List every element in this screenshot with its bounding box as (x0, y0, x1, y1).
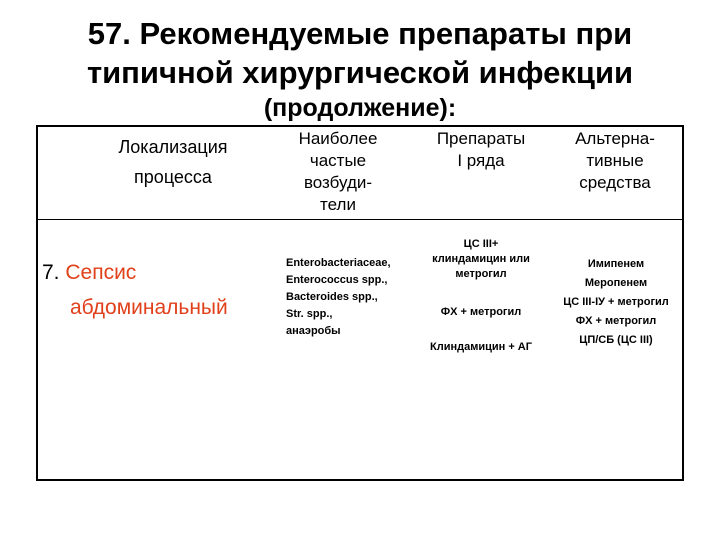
header-first-line-line: Препараты (436, 129, 526, 148)
header-first-line-line: I ряда (457, 151, 505, 170)
header-localization-line: процесса (134, 167, 212, 187)
pathogen-item: Str. spp., (286, 308, 333, 320)
header-alternative-line: тивные (586, 151, 644, 170)
header-localization-line: Локализация (118, 137, 228, 157)
first-line-text: клиндамицин или (432, 253, 530, 265)
row-localization-term: Сепсис (65, 261, 137, 284)
alternative-item: Меропенем (584, 277, 648, 289)
header-pathogens-line: Наиболее (298, 129, 378, 148)
drug-table (36, 125, 684, 481)
header-pathogens (278, 128, 398, 216)
pathogen-item: Enterobacteriaceae, (286, 257, 391, 269)
row-localization (42, 255, 282, 325)
alternative-item: Имипенем (587, 258, 645, 270)
row-alternative (550, 255, 682, 350)
row-first-line-option-2: ФХ + метрогил (440, 306, 522, 318)
row-localization-line-1 (42, 255, 282, 290)
pathogen-item: Bacteroides spp., (286, 291, 378, 303)
row-first-line-option-3: Клиндамицин + АГ (430, 341, 532, 353)
slide-title-line-3: (продолжение): (263, 94, 457, 122)
row-pathogens (286, 255, 411, 340)
alternative-item: ФХ + метрогил (575, 315, 657, 327)
first-line-text: метрогил (455, 268, 507, 280)
header-first-line (416, 128, 546, 172)
alternative-item: ЦП/СБ (ЦС III) (579, 334, 653, 346)
header-pathogens-line: возбуди- (303, 173, 373, 192)
slide-title-line-1: 57. Рекомендуемые препараты при (87, 16, 633, 51)
slide-title-line-2: типичной хирургической инфекции (86, 55, 634, 90)
header-pathogens-line: частые (309, 151, 367, 170)
row-localization-number: 7. (42, 261, 60, 284)
header-pathogens-line: тели (320, 195, 356, 214)
first-line-text: ЦС III+ (463, 238, 499, 250)
header-localization (58, 132, 288, 192)
header-alternative-line: Альтерна- (575, 129, 655, 148)
alternative-item: ЦС III-IУ + метрогил (563, 296, 669, 308)
row-first-line-option-1 (416, 237, 546, 282)
header-alternative-line: средства (579, 173, 651, 192)
row-localization-line-2: абдоминальный (70, 296, 228, 319)
header-alternative (550, 128, 680, 194)
pathogen-item: Enterococcus spp., (286, 274, 388, 286)
header-divider (38, 219, 682, 220)
pathogen-item: анаэробы (286, 325, 341, 337)
